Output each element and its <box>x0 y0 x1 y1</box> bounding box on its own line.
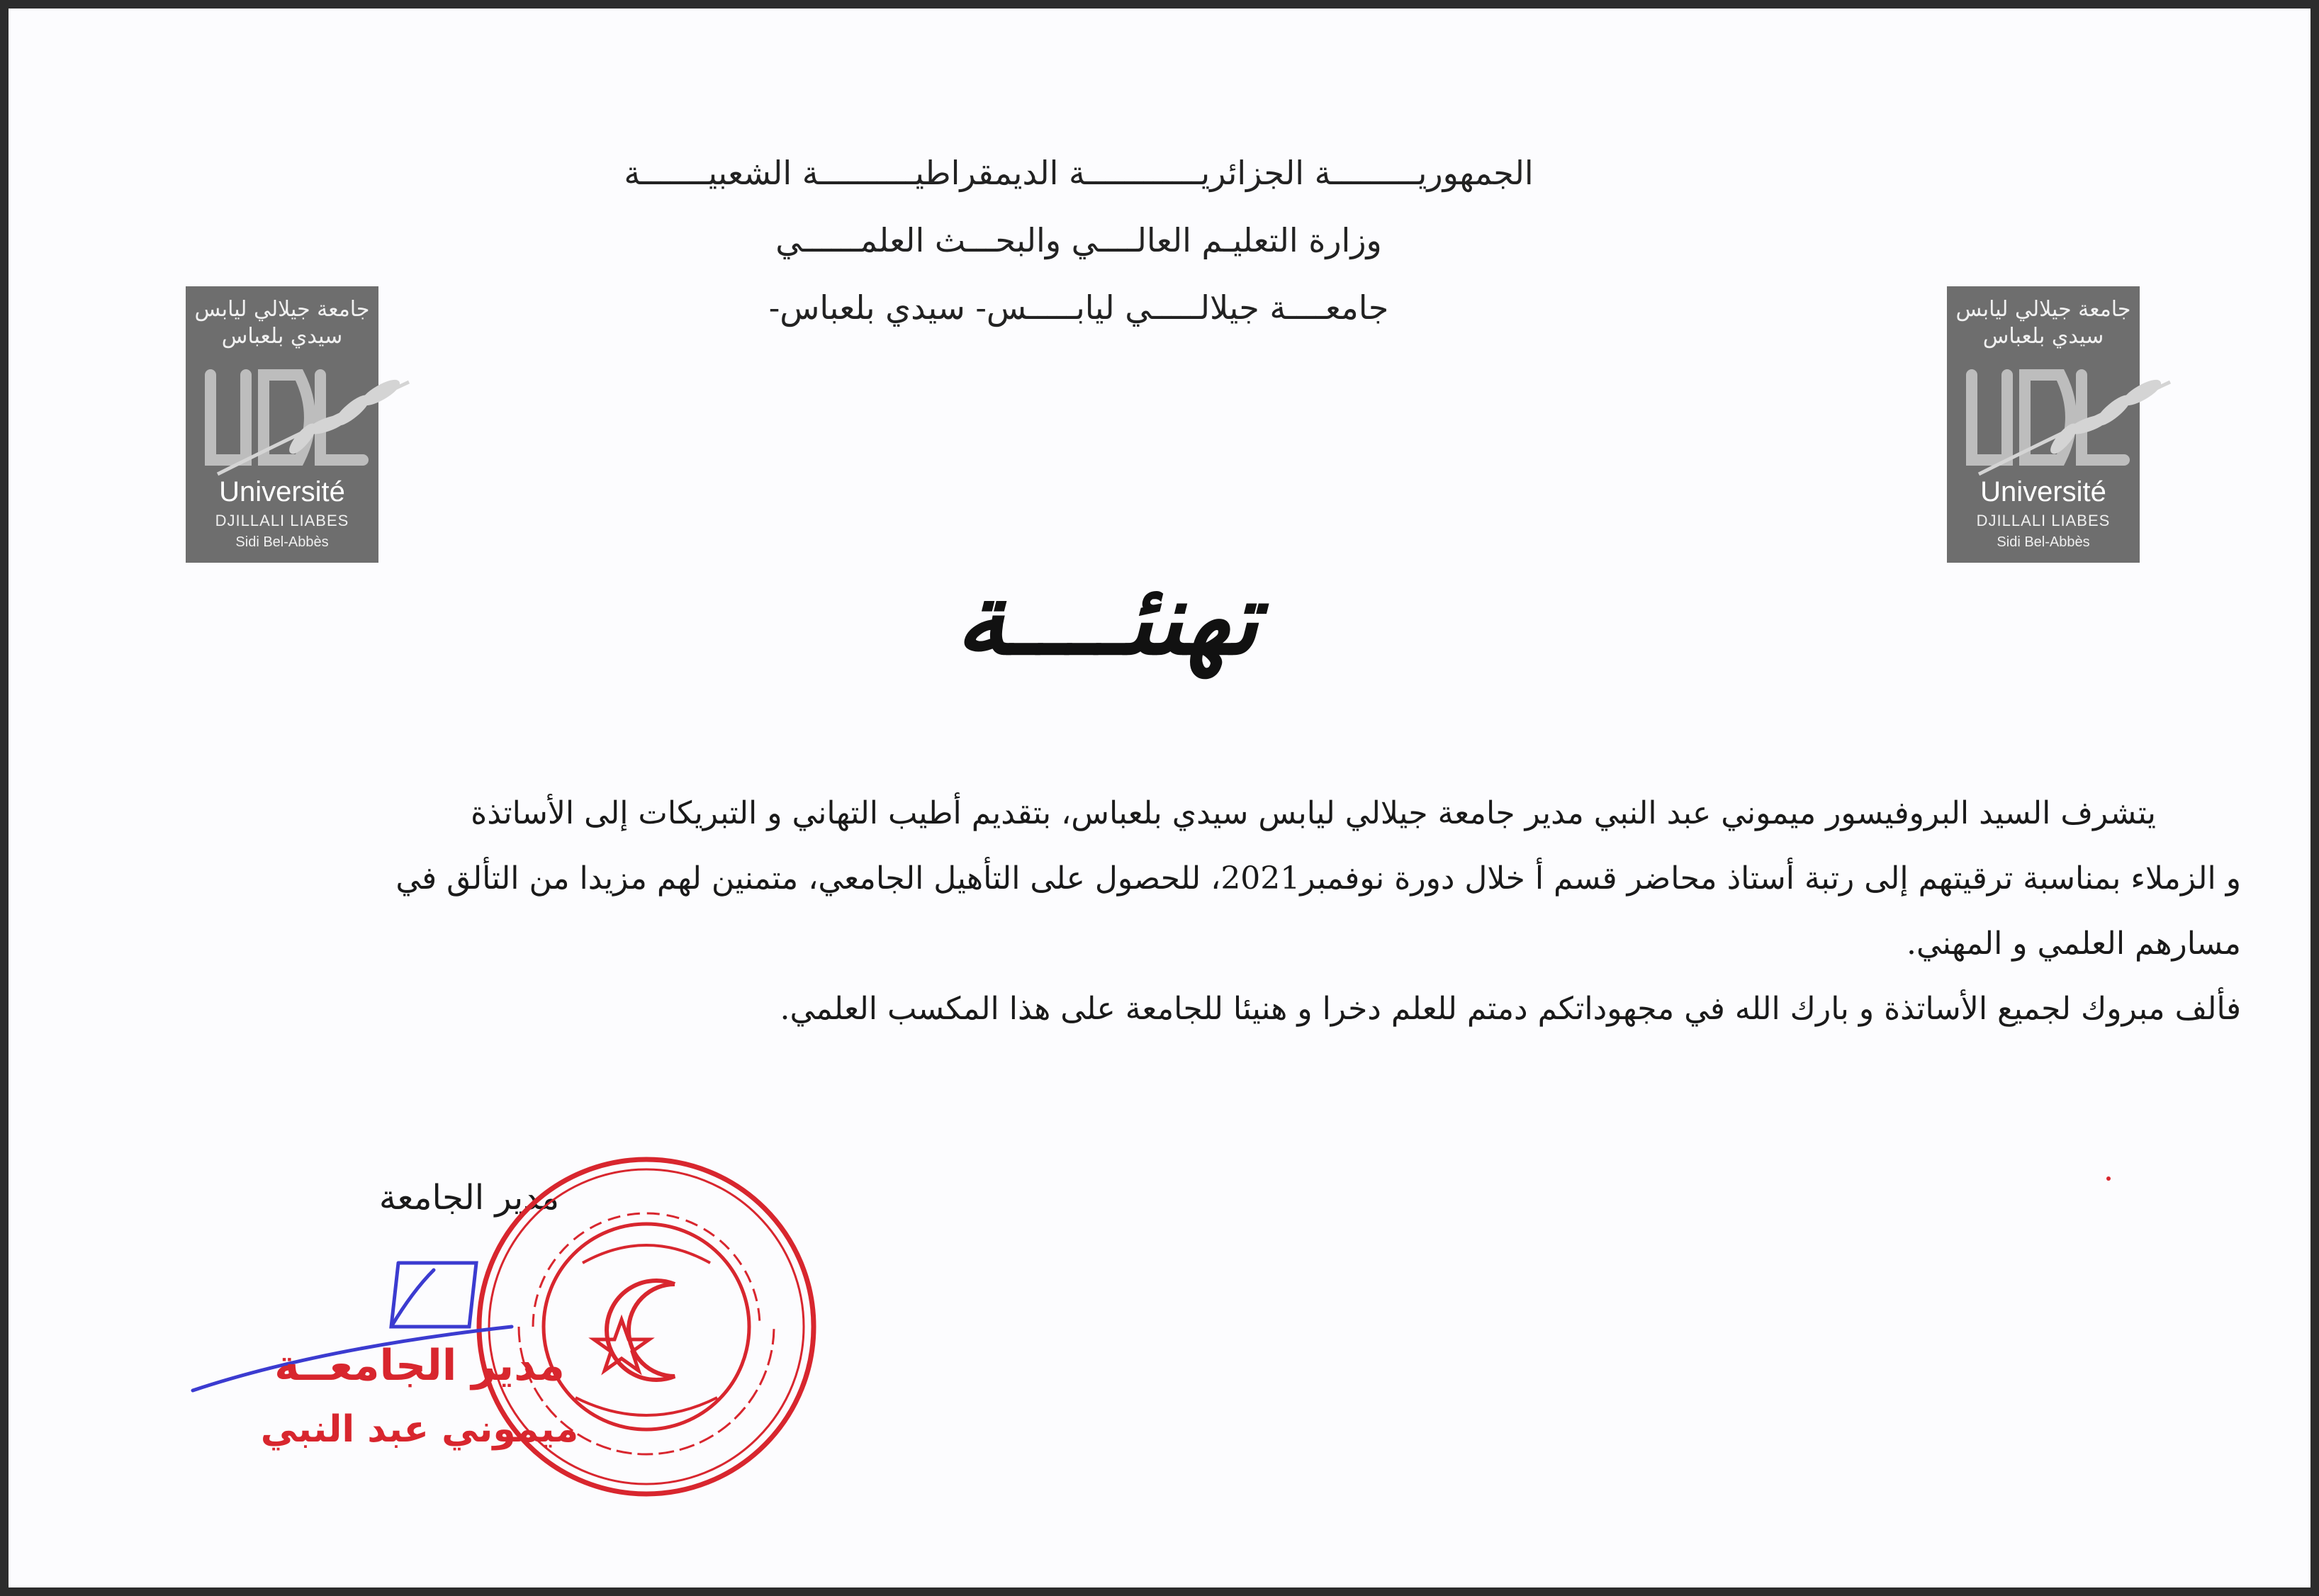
letterhead <box>505 140 1653 342</box>
logo-university-word: Université <box>219 476 345 507</box>
logo-arabic-line1: جامعة جيلالي ليابس <box>1955 297 2131 322</box>
letterhead-ministry: وزارة التعليـم العالــــي والبحـــث العلمــــــي <box>775 221 1382 259</box>
logo-city: Sidi Bel-Abbès <box>1997 534 2090 550</box>
letterhead-university: جامعــــة جيلالـــــي ليابـــــس- سيدي بلعباس- <box>768 288 1389 327</box>
logo-university-name: DJILLALI LIABES <box>1976 512 2111 529</box>
signature-title: مدير الجامعة <box>378 1178 560 1218</box>
logo-arabic-name <box>186 296 378 350</box>
handwritten-signature-icon <box>179 1242 575 1426</box>
body-line-3: مسارهم العلمي و المهني. <box>1907 926 2241 962</box>
logo-city: Sidi Bel-Abbès <box>235 534 329 550</box>
logo-arabic-name <box>1947 296 2140 350</box>
red-mark <box>2106 1176 2111 1181</box>
letter-body <box>72 781 2241 1042</box>
body-line-1: يتشرف السيد البروفيسور ميموني عبد النبي مدير جامعة جيلالي ليابس سيدي بلعباس، بتقديم أطيب التهاني و التبريكات إلى الأساتذة <box>471 795 2156 831</box>
udl-mark-icon <box>1958 354 2213 481</box>
logo-arabic-line2: سيدي بلعباس <box>221 324 343 349</box>
university-logo-right <box>1947 286 2140 563</box>
university-logo-left <box>186 286 378 563</box>
logo-university-word: Université <box>1980 476 2106 507</box>
logo-arabic-line2: سيدي بلعباس <box>1982 324 2104 349</box>
body-line-2: و الزملاء بمناسبة ترقيتهم إلى رتبة أستاذ محاضر قسم أ خلال دورة نوفمبر2021، للحصول على التأهيل الجامعي، متمنين لهم مزيدا من التألق في <box>395 860 2241 897</box>
logo-arabic-line1: جامعة جيلالي ليابس <box>194 297 370 322</box>
document-title: تهنئــــة <box>955 561 1259 678</box>
stamp-name: ميموني عبد النبي <box>260 1408 579 1451</box>
letterhead-republic: الجمهوريـــــــــة الجزائريــــــــــــة الديمقراطيــــــــــة الشعبيـــــــة <box>624 154 1534 192</box>
stamp-role: مدير الجامعــة <box>274 1341 565 1390</box>
body-line-4: فألف مبروك لجميع الأساتذة و بارك الله في مجهوداتكم دمتم للعلم دخرا و هنيئا للجامعة على هذا المكسب العلمي. <box>780 991 2241 1027</box>
udl-mark-icon <box>196 354 451 481</box>
logo-university-name: DJILLALI LIABES <box>215 512 349 529</box>
